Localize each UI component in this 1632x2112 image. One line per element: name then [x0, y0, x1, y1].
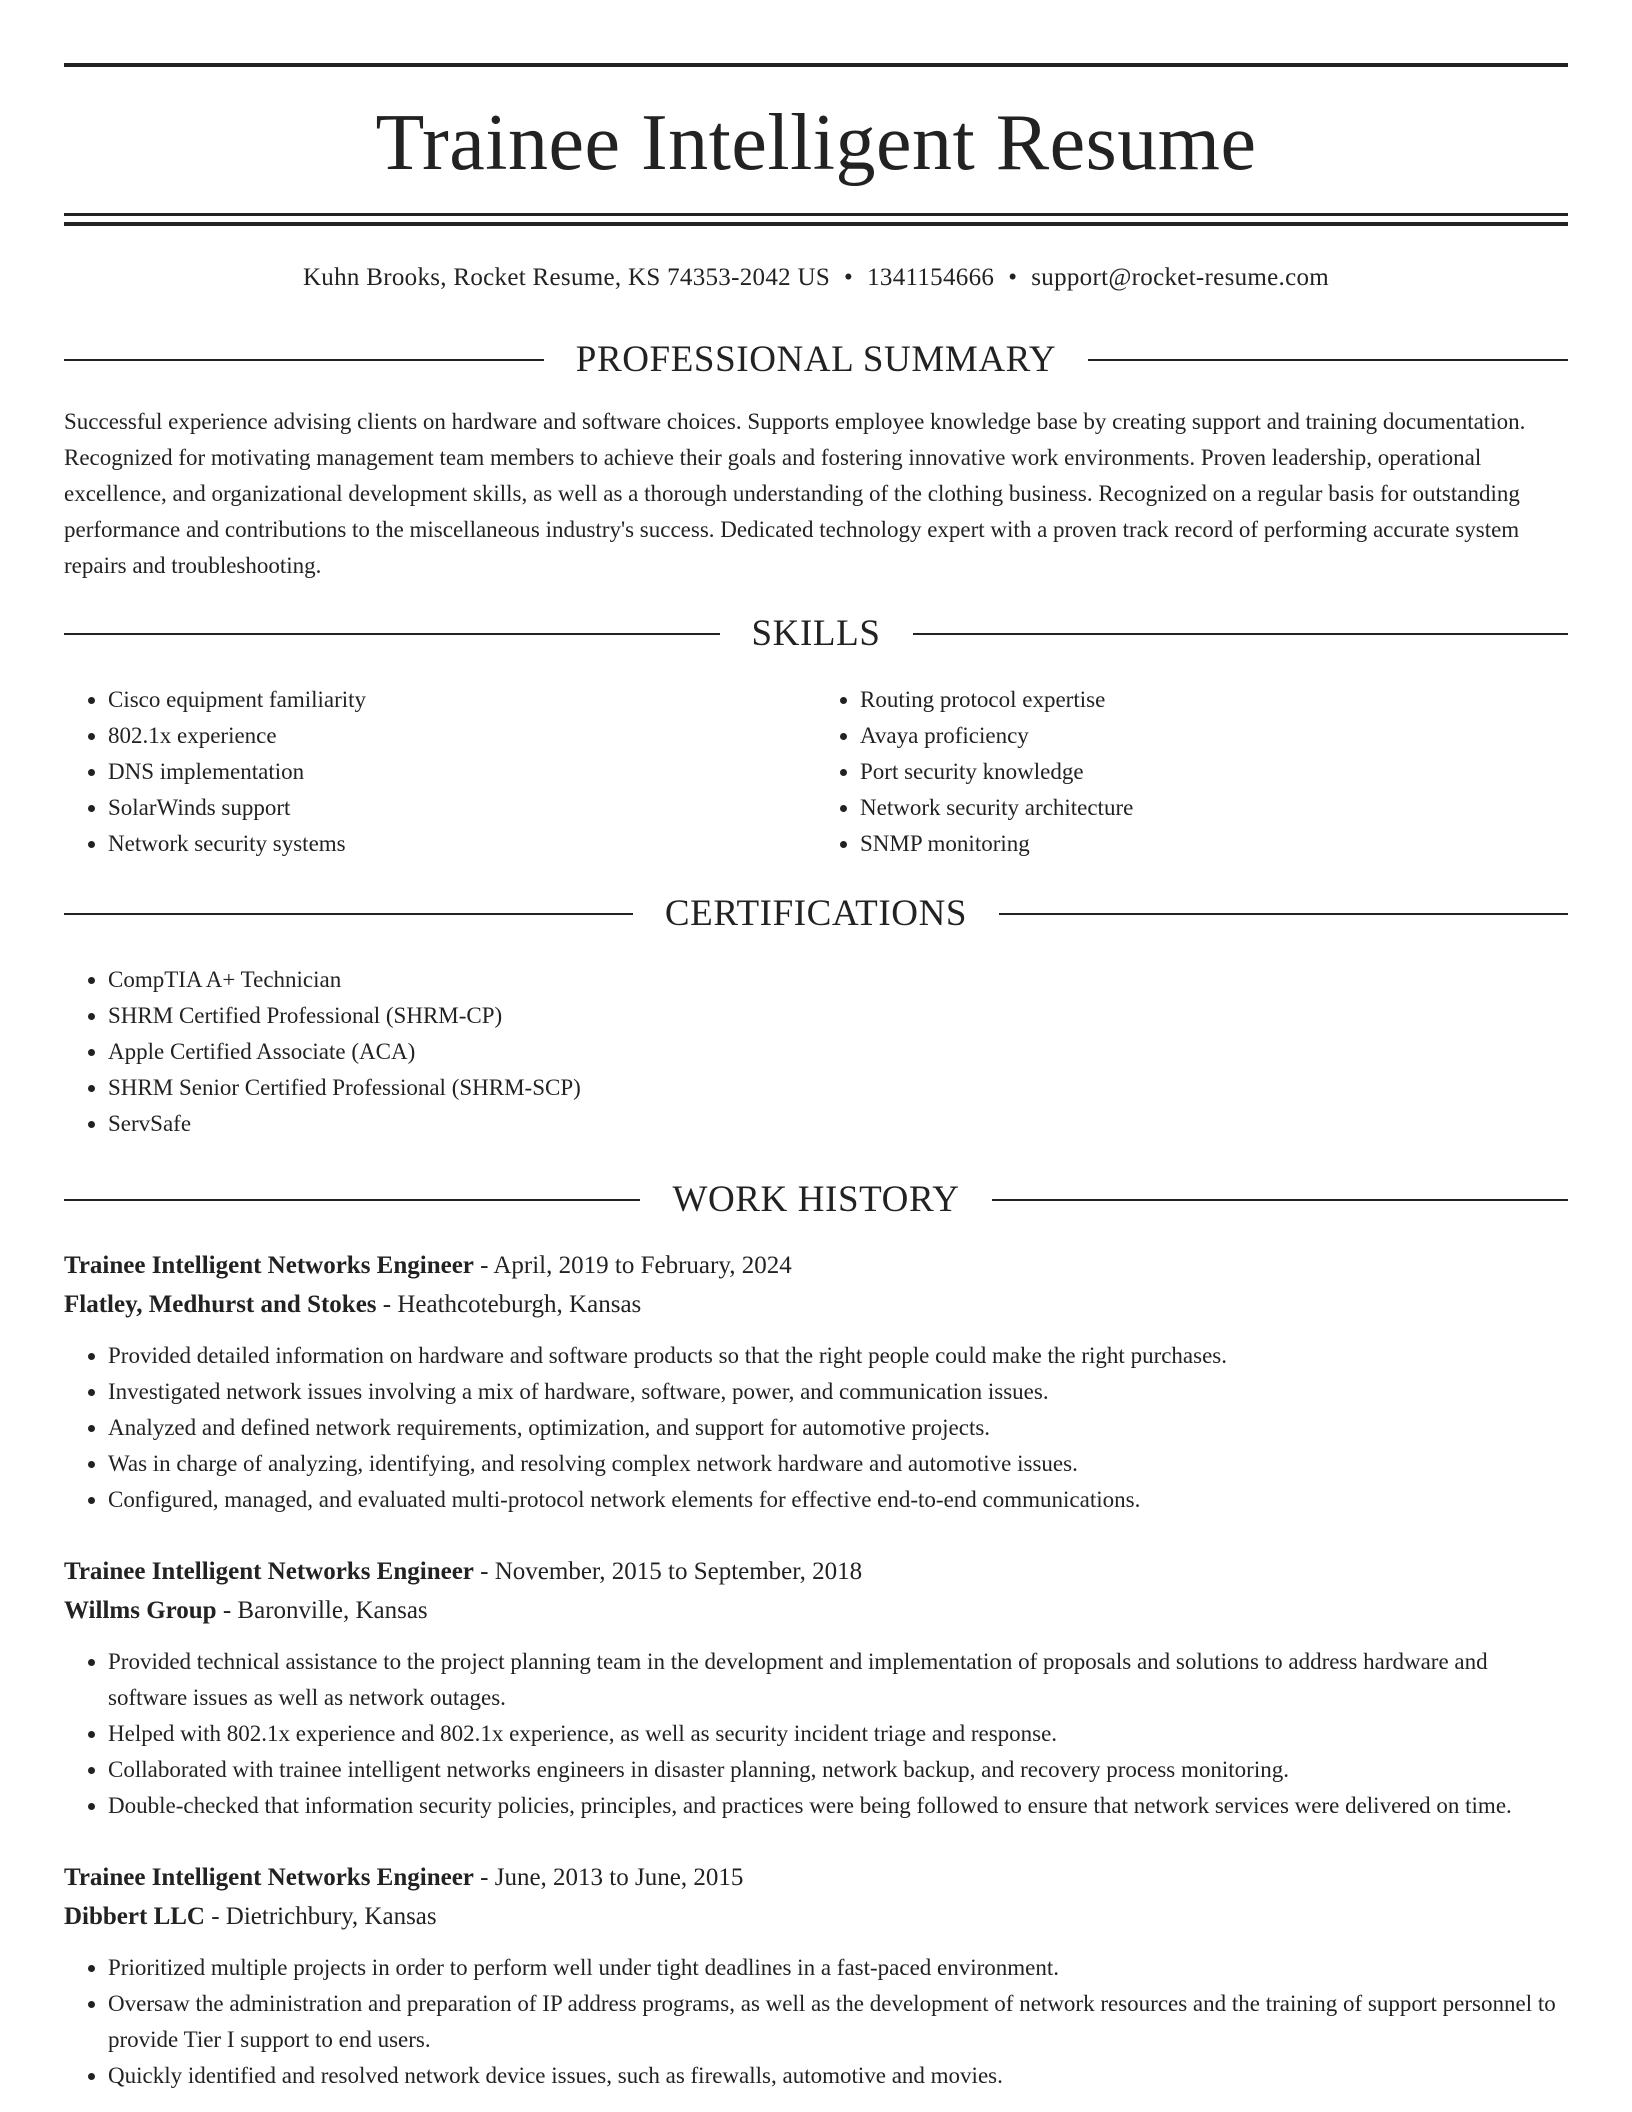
divider	[64, 633, 720, 635]
resume-page	[64, 0, 1568, 2094]
job-entry	[64, 1858, 1568, 2094]
list-item: • Cisco equipment familiarity	[108, 682, 816, 718]
job-dates: - April, 2019 to February, 2024	[473, 1252, 792, 1279]
section-title: SKILLS	[751, 613, 881, 654]
contact-separator: •	[1008, 264, 1018, 291]
certifications-list	[64, 962, 1568, 1142]
job-company-line	[64, 1897, 1568, 1936]
list-item: • Provided technical assistance to the project planning team in the development and implementation of proposals and solutions to address hardware and software issues as well as network outages.	[108, 1644, 1568, 1716]
divider	[992, 1199, 1568, 1201]
job-title-line	[64, 1858, 1568, 1897]
job-bullets	[64, 1644, 1568, 1824]
list-item: • SHRM Senior Certified Professional (SHRM-SCP)	[108, 1070, 1568, 1106]
section-header-skills	[64, 612, 1568, 656]
contact-line	[64, 262, 1568, 294]
summary-text: Successful experience advising clients on hardware and software choices. Supports employee knowledge base by creating support and training documentation. Recognized for motivating management team members to achieve their goals and fostering innovative work environments. Proven leadership, operational excellence, and organizational development skills, as well as a thorough understanding of the clothing business. Recognized on a regular basis for outstanding performance and contributions to the miscellaneous industry's success. Dedicated technology expert with a proven track record of performing accurate system repairs and troubleshooting.	[64, 409, 1526, 578]
list-item: • Quickly identified and resolved network device issues, such as firewalls, automotive and movies.	[108, 2058, 1568, 2094]
divider	[1088, 359, 1568, 361]
title-double-rule	[64, 213, 1568, 226]
list-item: • Port security knowledge	[860, 754, 1568, 790]
list-item: • Configured, managed, and evaluated multi-protocol network elements for effective end-to-end communications.	[108, 1482, 1568, 1518]
section-title: WORK HISTORY	[672, 1179, 960, 1220]
list-item: • Prioritized multiple projects in order to perform well under tight deadlines in a fast-paced environment.	[108, 1950, 1568, 1986]
job-company-line	[64, 1285, 1568, 1324]
resume-title: Trainee Intelligent Resume	[375, 99, 1257, 187]
job-dates: - November, 2015 to September, 2018	[473, 1558, 863, 1585]
job-title: Trainee Intelligent Networks Engineer	[64, 1252, 474, 1279]
list-item: • Analyzed and defined network requirements, optimization, and support for automotive projects.	[108, 1410, 1568, 1446]
job-bullets	[64, 1950, 1568, 2094]
job-company: Flatley, Medhurst and Stokes	[64, 1291, 377, 1318]
contact-address: Kuhn Brooks, Rocket Resume, KS 74353-2042 US	[302, 264, 831, 291]
divider	[64, 913, 633, 915]
section-title: CERTIFICATIONS	[664, 893, 968, 934]
list-item: • ServSafe	[108, 1106, 1568, 1142]
list-item: • SolarWinds support	[108, 790, 816, 826]
list-item: • Oversaw the administration and preparation of IP address programs, as well as the development of network resources and the training of support personnel to provide Tier I support to end users.	[108, 1986, 1568, 2058]
divider	[64, 359, 544, 361]
job-company: Willms Group	[64, 1597, 217, 1624]
contact-email: support@rocket-resume.com	[1031, 264, 1330, 291]
section-title: PROFESSIONAL SUMMARY	[575, 339, 1057, 380]
list-item: • Avaya proficiency	[860, 718, 1568, 754]
top-rule	[64, 63, 1568, 67]
divider	[913, 633, 1569, 635]
list-item: • SHRM Certified Professional (SHRM-CP)	[108, 998, 1568, 1034]
list-item: • Apple Certified Associate (ACA)	[108, 1034, 1568, 1070]
list-item: • Network security systems	[108, 826, 816, 862]
list-item: • Network security architecture	[860, 790, 1568, 826]
skills-column-right	[816, 682, 1568, 862]
section-header-certifications	[64, 892, 1568, 936]
list-item: • Provided detailed information on hardware and software products so that the right people could make the right purchases.	[108, 1338, 1568, 1374]
list-item: • Double-checked that information security policies, principles, and practices were being followed to ensure that network services were delivered on time.	[108, 1788, 1568, 1824]
divider	[64, 1199, 640, 1201]
contact-separator: •	[844, 264, 854, 291]
job-company-line	[64, 1591, 1568, 1630]
list-item: • Investigated network issues involving a mix of hardware, software, power, and communication issues.	[108, 1374, 1568, 1410]
job-entry	[64, 1552, 1568, 1824]
list-item: • SNMP monitoring	[860, 826, 1568, 862]
job-bullets	[64, 1338, 1568, 1518]
job-location: - Heathcoteburgh, Kansas	[376, 1291, 642, 1318]
divider	[999, 913, 1568, 915]
section-header-work-history	[64, 1178, 1568, 1222]
list-item: • Collaborated with trainee intelligent networks engineers in disaster planning, network backup, and recovery process monitoring.	[108, 1752, 1568, 1788]
list-item: • Helped with 802.1x experience and 802.1x experience, as well as security incident triage and response.	[108, 1716, 1568, 1752]
list-item: • Routing protocol expertise	[860, 682, 1568, 718]
job-title-line	[64, 1552, 1568, 1591]
list-item: • CompTIA A+ Technician	[108, 962, 1568, 998]
job-entry	[64, 1246, 1568, 1518]
job-title-line	[64, 1246, 1568, 1285]
job-dates: - June, 2013 to June, 2015	[473, 1864, 744, 1891]
list-item: • 802.1x experience	[108, 718, 816, 754]
job-title: Trainee Intelligent Networks Engineer	[64, 1558, 474, 1585]
contact-phone: 1341154666	[867, 264, 995, 291]
job-location: - Baronville, Kansas	[216, 1597, 428, 1624]
skills-column-left	[64, 682, 816, 862]
section-header-summary	[64, 338, 1568, 382]
list-item: • DNS implementation	[108, 754, 816, 790]
skills-list	[64, 682, 1568, 862]
job-location: - Dietrichbury, Kansas	[204, 1903, 437, 1930]
job-title: Trainee Intelligent Networks Engineer	[64, 1864, 474, 1891]
list-item: • Was in charge of analyzing, identifying, and resolving complex network hardware and automotive issues.	[108, 1446, 1568, 1482]
job-company: Dibbert LLC	[64, 1903, 205, 1930]
